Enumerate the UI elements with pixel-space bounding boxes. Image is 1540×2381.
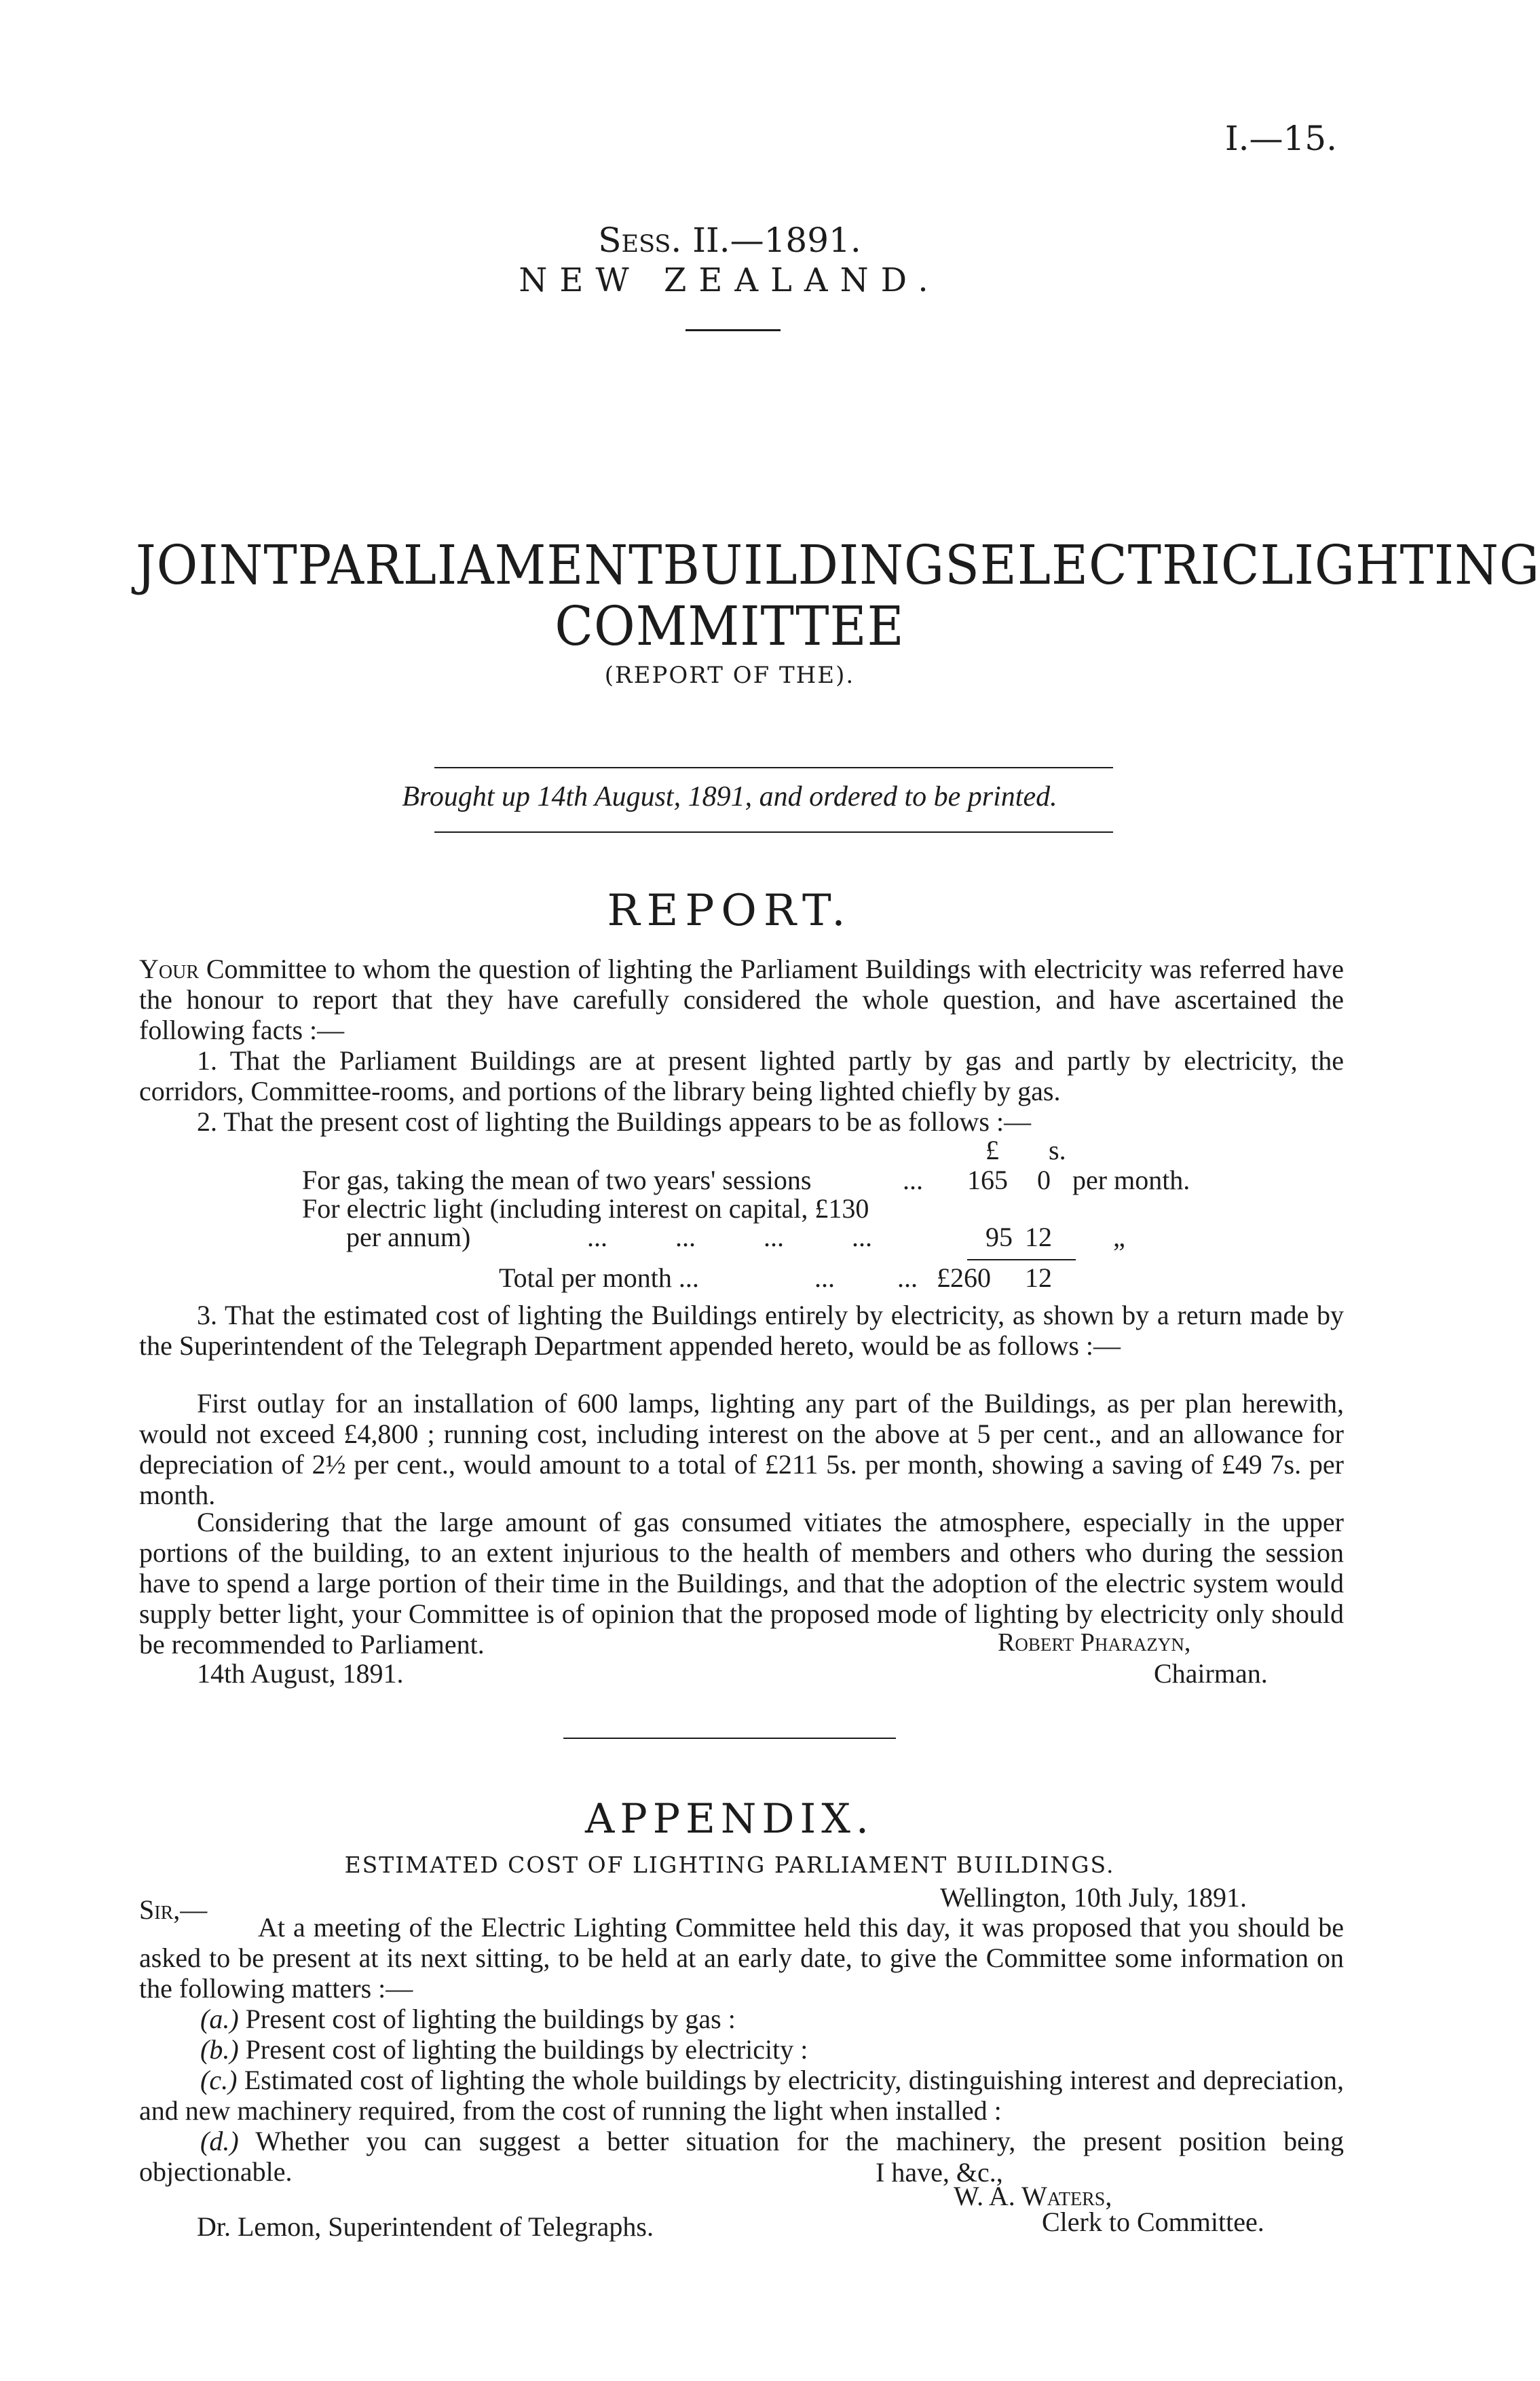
row-gas-pounds: 165 [967, 1165, 1008, 1195]
row-gas-shillings: 0 [1037, 1165, 1051, 1195]
report-point-2: 2. That the present cost of lighting the Buildings appears to be as follows :— [197, 1106, 1032, 1137]
letter-body: At a meeting of the Electric Lighting Committee held this day, it was proposed that you should be asked to be present at its next sitting, to be held at an early date, to give the Committee some information on the following matters :— [139, 1912, 1344, 2004]
appendix-heading: APPENDIX. [585, 1795, 874, 1843]
row-electric-label: For electric light (including interest on capital, £130 [302, 1193, 869, 1224]
header-rule [686, 329, 781, 331]
ordered-statement: Brought up 14th August, 1891, and ordered to be printed. [402, 781, 1057, 812]
report-intro [139, 954, 1344, 1045]
item-a-label: (a.) [200, 2004, 239, 2034]
row-gas-suffix: per month. [1072, 1165, 1190, 1195]
row-electric-suffix: „ [1113, 1222, 1125, 1252]
col-header-shillings: s. [1049, 1135, 1066, 1165]
letter-item-c [139, 2065, 1344, 2126]
letter-item-d [139, 2126, 1344, 2187]
row-electric-shillings: 12 [1025, 1222, 1052, 1252]
item-d-text: Whether you can suggest a better situation for the machinery, the present position being objectionable. [139, 2126, 1344, 2187]
title-word-5: LIGHTING [1260, 533, 1540, 597]
total-shillings: 12 [1025, 1262, 1052, 1293]
total-dots-1: ... [814, 1262, 835, 1293]
intro-text: Committee to whom the question of lighting the Parliament Buildings with electricity was referred have the honour to report that they have carefully considered the whole question, and have ascertained the following facts :— [139, 954, 1344, 1045]
item-b-label: (b.) [200, 2034, 239, 2065]
report-outlay: First outlay for an installation of 600 lamps, lighting any part of the Buildings, as per plan herewith, would not exceed £4,800 ; running cost, including interest on the above at 5 per cent., and an allowance for depreciation of 2½ per cent., would amount to a total of £211 5s. per month, showing a saving of £49 7s. per month. [139, 1388, 1344, 1510]
row-electric-label-cont: per annum) [346, 1222, 471, 1252]
section-divider [563, 1738, 896, 1739]
report-heading: REPORT. [607, 886, 852, 936]
title-word-2: PARLIAMENT [297, 533, 663, 597]
title-word-1: JOINT [136, 533, 298, 597]
letter-item-b [200, 2034, 1344, 2065]
row-gas-label: For gas, taking the mean of two years' sessions [302, 1165, 812, 1195]
row-electric-dots: ... ... ... ... [587, 1222, 872, 1252]
intro-lead-word: Your [139, 954, 200, 984]
item-a-text: Present cost of lighting the buildings by gas : [238, 2004, 736, 2034]
ordered-rule-bottom [434, 831, 1113, 833]
letter-item-a [200, 2004, 1344, 2034]
report-considering: Considering that the large amount of gas consumed vitiates the atmosphere, especially in the upper portions of the building, to an extent injurious to the health of members and others who during the session have to spend a large portion of their time in the Buildings, and that the adoption of the electric system would supply better light, your Committee is of opinion that the proposed mode of lighting by electricity only should be recommended to Parliament. [139, 1507, 1344, 1660]
letter-place-date: Wellington, 10th July, 1891. [940, 1882, 1247, 1913]
country-line: NEW ZEALAND. [519, 261, 941, 299]
chairman-name: Robert Pharazyn, [998, 1628, 1191, 1657]
letter-closing: I have, &c., [876, 2157, 1003, 2188]
total-dots-2: ... [897, 1262, 918, 1293]
chairman-role: Chairman. [1154, 1658, 1268, 1689]
letter-salutation: Sir,— [139, 1894, 208, 1925]
title-word-4: ELECTRIC [979, 533, 1260, 597]
row-gas-dots: ... [903, 1165, 923, 1195]
total-label: Total per month ... [499, 1262, 699, 1293]
item-c-text: Estimated cost of lighting the whole buildings by electricity, distinguishing interest and depreciation, and new machinery required, from the cost of running the light when installed : [139, 2065, 1344, 2126]
total-pounds: £260 [937, 1262, 991, 1293]
report-subtitle: (REPORT OF THE). [604, 662, 855, 689]
col-header-pounds: £ [985, 1135, 999, 1165]
session-line: Sess. II.—1891. [598, 221, 861, 260]
report-point-1: 1. That the Parliament Buildings are at present lighted partly by gas and partly by electricity, the corridors, Committee-rooms, and portions of the library being lighted chiefly by gas. [139, 1045, 1344, 1106]
report-title [136, 533, 1540, 597]
letter-signer: W. A. Waters, [954, 2181, 1112, 2211]
letter-addressee: Dr. Lemon, Superintendent of Telegraphs. [197, 2211, 654, 2242]
report-date: 14th August, 1891. [197, 1658, 404, 1689]
letter-signer-role: Clerk to Committee. [1042, 2207, 1264, 2237]
title-word-3: BUILDINGS [662, 533, 980, 597]
report-point-3: 3. That the estimated cost of lighting the Buildings entirely by electricity, as shown by a return made by the Superintendent of the Telegraph Department appended hereto, would be as follows :— [139, 1300, 1344, 1361]
item-c-label: (c.) [200, 2065, 238, 2095]
ordered-rule-top [434, 767, 1113, 768]
row-electric-pounds: 95 [985, 1222, 1013, 1252]
table-total-rule [967, 1259, 1076, 1260]
item-b-text: Present cost of lighting the buildings by electricity : [238, 2034, 808, 2065]
report-title-line2: COMMITTEE [555, 595, 905, 658]
page-reference: I.—15. [1224, 119, 1337, 158]
item-d-label: (d.) [200, 2126, 239, 2156]
appendix-subheading: ESTIMATED COST OF LIGHTING PARLIAMENT BUILDINGS. [344, 1852, 1115, 1878]
